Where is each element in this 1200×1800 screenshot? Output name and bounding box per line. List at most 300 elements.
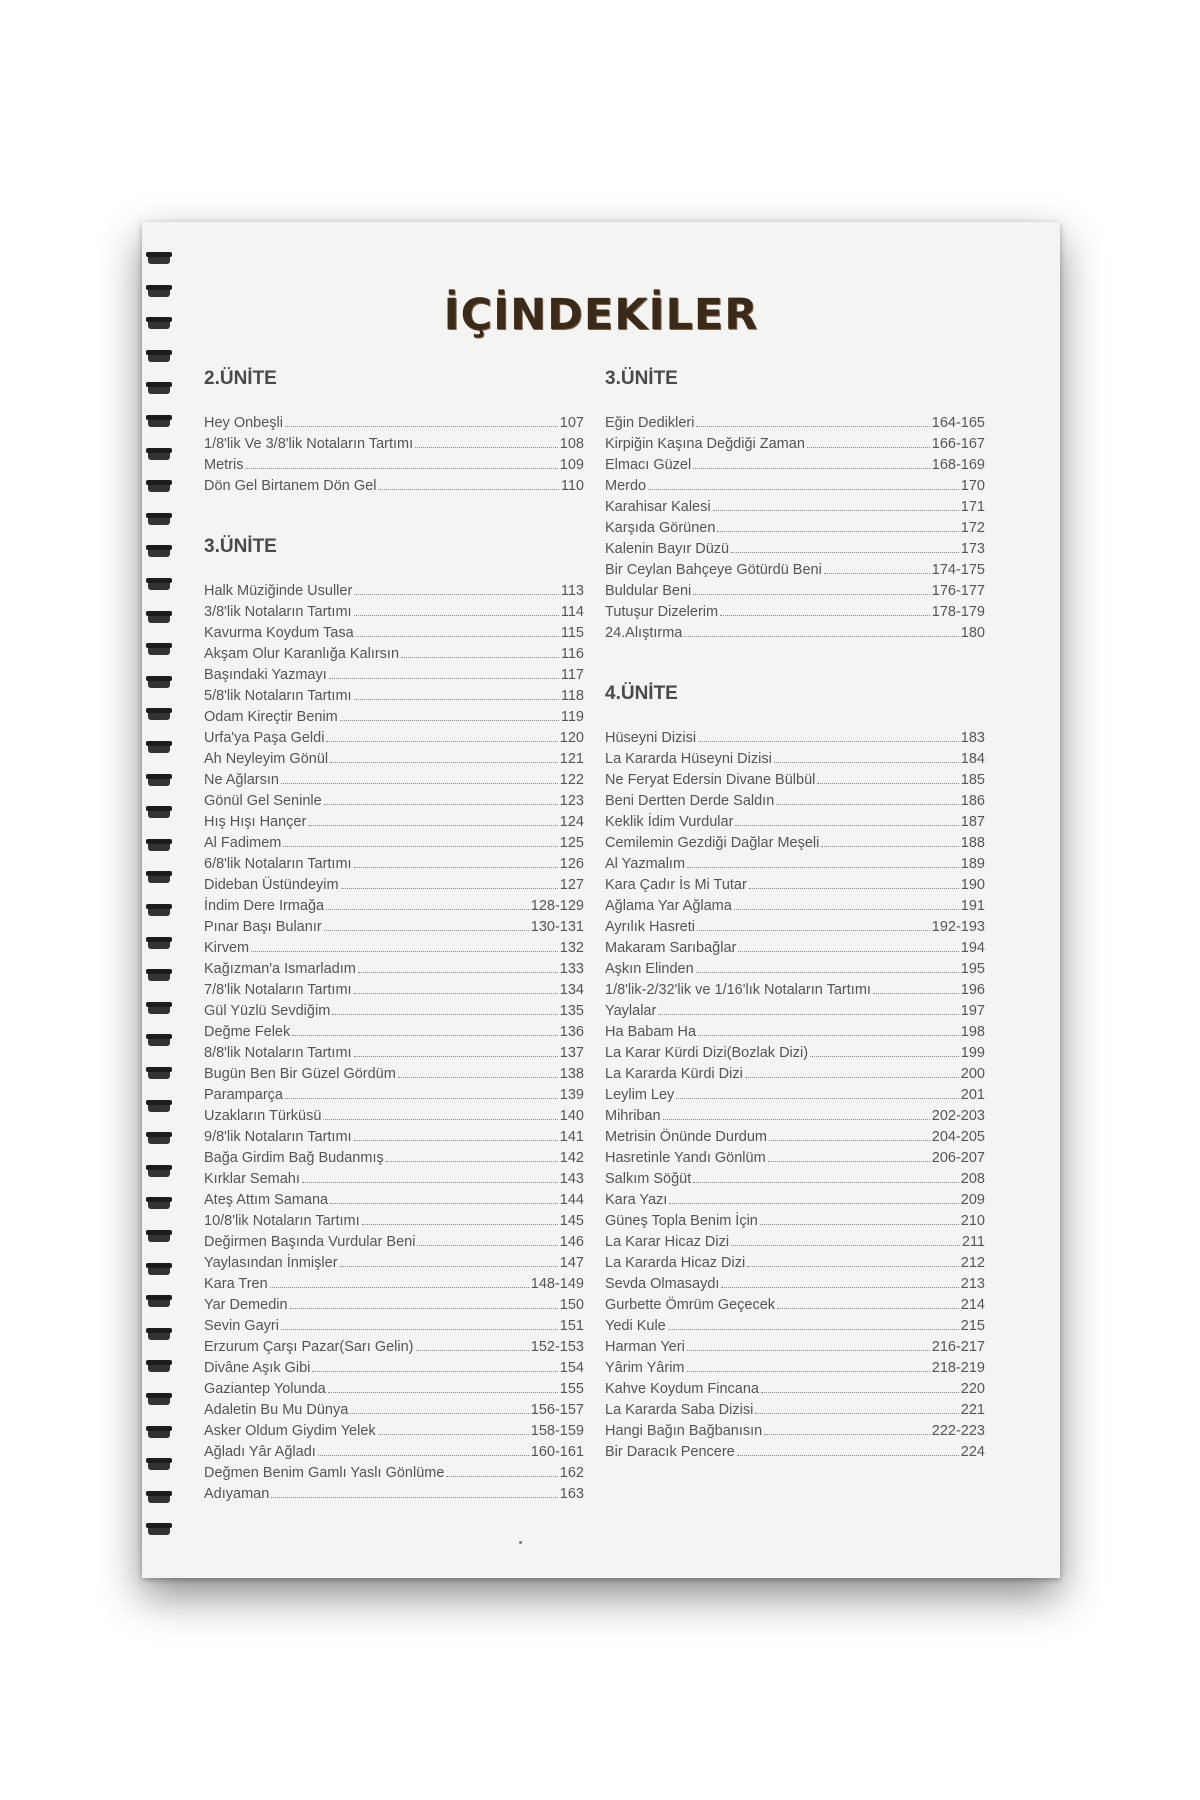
toc-entry bbox=[204, 814, 584, 835]
spiral-coil bbox=[146, 1132, 172, 1145]
toc-entry-title: Eğin Dedikleri bbox=[605, 415, 695, 431]
toc-entry bbox=[204, 835, 584, 856]
dot-leader bbox=[362, 1213, 558, 1225]
dot-leader bbox=[324, 793, 558, 805]
dot-leader bbox=[398, 1066, 558, 1078]
toc-entry-title: Asker Oldum Giydim Yelek bbox=[204, 1423, 376, 1439]
toc-entry-page: 114 bbox=[560, 604, 584, 620]
dot-leader bbox=[417, 1234, 557, 1246]
dot-leader bbox=[734, 898, 959, 910]
toc-entry bbox=[605, 520, 985, 541]
toc-entry-page: 183 bbox=[960, 730, 985, 746]
dot-leader bbox=[684, 625, 958, 637]
spiral-coil bbox=[146, 1295, 172, 1308]
toc-entry-page: 178-179 bbox=[931, 604, 985, 620]
dot-leader bbox=[251, 940, 558, 952]
toc-entry-page: 143 bbox=[559, 1171, 584, 1187]
dot-leader bbox=[768, 1150, 930, 1162]
unit-heading: 3.ÜNİTE bbox=[204, 536, 277, 557]
toc-entry bbox=[204, 1045, 584, 1066]
toc-entry-title: Değme Felek bbox=[204, 1024, 291, 1040]
toc-entry-page: 123 bbox=[559, 793, 584, 809]
toc-entry-page: 196 bbox=[960, 982, 985, 998]
toc-entry bbox=[605, 1171, 985, 1192]
toc-entry bbox=[204, 877, 584, 898]
unit-heading: 3.ÜNİTE bbox=[605, 368, 678, 389]
toc-entry bbox=[605, 1024, 985, 1045]
toc-entry-title: Kalenin Bayır Düzü bbox=[605, 541, 730, 557]
toc-entry-title: Ağladı Yâr Ağladı bbox=[204, 1444, 316, 1460]
toc-entry bbox=[204, 1003, 584, 1024]
toc-entry bbox=[204, 730, 584, 751]
spiral-coil bbox=[146, 806, 172, 819]
toc-entry-title: Merdo bbox=[605, 478, 647, 494]
toc-entry-page: 136 bbox=[559, 1024, 584, 1040]
dot-leader bbox=[687, 1360, 930, 1372]
toc-entry-title: Sevin Gayri bbox=[204, 1318, 279, 1334]
toc-entry-page: 204-205 bbox=[931, 1129, 985, 1145]
toc-entry bbox=[605, 1402, 985, 1423]
toc-entry-page: 156-157 bbox=[530, 1402, 584, 1418]
toc-entry-title: Erzurum Çarşı Pazar(Sarı Gelin) bbox=[204, 1339, 414, 1355]
toc-entry-title: 6/8'lik Notaların Tartımı bbox=[204, 856, 352, 872]
dot-leader bbox=[696, 415, 929, 427]
toc-entry-title: Sevda Olmasaydı bbox=[605, 1276, 720, 1292]
dot-leader bbox=[281, 1318, 558, 1330]
dot-leader bbox=[693, 457, 930, 469]
toc-entry-page: 109 bbox=[559, 457, 584, 473]
toc-entry-page: 222-223 bbox=[931, 1423, 985, 1439]
toc-entry-page: 180 bbox=[960, 625, 985, 641]
toc-entry bbox=[204, 982, 584, 1003]
toc-entry-page: 221 bbox=[960, 1402, 985, 1418]
toc-entry-page: 185 bbox=[960, 772, 985, 788]
dot-leader bbox=[378, 1423, 529, 1435]
toc-entry-page: 171 bbox=[960, 499, 985, 515]
dot-leader bbox=[720, 604, 930, 616]
spiral-coil bbox=[146, 1263, 172, 1276]
spiral-coil bbox=[146, 1360, 172, 1373]
dot-leader bbox=[760, 1213, 959, 1225]
toc-entry bbox=[204, 751, 584, 772]
toc-entry bbox=[204, 1444, 584, 1465]
toc-entry-page: 135 bbox=[559, 1003, 584, 1019]
toc-entry-title: Mihriban bbox=[605, 1108, 661, 1124]
spiral-coil bbox=[146, 382, 172, 395]
toc-entry-page: 128-129 bbox=[530, 898, 584, 914]
dot-leader bbox=[769, 1129, 930, 1141]
toc-entry bbox=[605, 835, 985, 856]
toc-entry-title: 9/8'lik Notaların Tartımı bbox=[204, 1129, 352, 1145]
toc-entry bbox=[204, 961, 584, 982]
toc-entry bbox=[204, 1150, 584, 1171]
dot-leader bbox=[668, 1318, 959, 1330]
toc-entry-page: 172 bbox=[960, 520, 985, 536]
dot-leader bbox=[663, 1108, 930, 1120]
spiral-coil bbox=[146, 545, 172, 558]
dot-leader bbox=[731, 1234, 960, 1246]
spiral-coil bbox=[146, 676, 172, 689]
toc-entry-page: 115 bbox=[560, 625, 584, 641]
toc-entry bbox=[605, 583, 985, 604]
toc-entry-title: Uzakların Türküsü bbox=[204, 1108, 322, 1124]
dot-leader bbox=[687, 856, 959, 868]
dot-leader bbox=[817, 772, 958, 784]
toc-entry bbox=[204, 856, 584, 877]
toc-entry bbox=[204, 898, 584, 919]
toc-entry bbox=[204, 1066, 584, 1087]
toc-entry bbox=[605, 1360, 985, 1381]
toc-entry bbox=[605, 1213, 985, 1234]
toc-entry bbox=[605, 1087, 985, 1108]
toc-entry-title: Beni Dertten Derde Saldın bbox=[605, 793, 775, 809]
toc-entry-title: Ne Ağlarsın bbox=[204, 772, 279, 788]
page-title: İÇİNDEKİLER bbox=[443, 290, 759, 340]
toc-entry bbox=[605, 1444, 985, 1465]
spiral-coil bbox=[146, 904, 172, 917]
spiral-coil bbox=[146, 708, 172, 721]
toc-entry-page: 162 bbox=[559, 1465, 584, 1481]
toc-entry-title: Yârim Yârim bbox=[605, 1360, 685, 1376]
dot-leader bbox=[698, 730, 959, 742]
toc-entry-title: Adıyaman bbox=[204, 1486, 270, 1502]
toc-entry bbox=[605, 1423, 985, 1444]
toc-entry-page: 173 bbox=[960, 541, 985, 557]
spiral-coil bbox=[146, 252, 172, 265]
dot-leader bbox=[824, 562, 930, 574]
toc-entry bbox=[605, 1129, 985, 1150]
dot-leader bbox=[356, 625, 559, 637]
toc-entry bbox=[204, 1024, 584, 1045]
dot-leader bbox=[693, 1171, 959, 1183]
spiral-coil bbox=[146, 871, 172, 884]
toc-entry-page: 188 bbox=[960, 835, 985, 851]
toc-entry bbox=[605, 1339, 985, 1360]
toc-entry-title: Gurbette Ömrüm Geçecek bbox=[605, 1297, 776, 1313]
dot-leader bbox=[326, 898, 529, 910]
spiral-coil bbox=[146, 1328, 172, 1341]
toc-entry bbox=[204, 1318, 584, 1339]
dot-leader bbox=[774, 751, 959, 763]
toc-entry bbox=[605, 478, 985, 499]
toc-entry-page: 122 bbox=[559, 772, 584, 788]
toc-entry bbox=[204, 1297, 584, 1318]
toc-entry-title: Kavurma Koydum Tasa bbox=[204, 625, 354, 641]
dot-leader bbox=[358, 961, 558, 973]
toc-entry-title: İndim Dere Irmağa bbox=[204, 898, 325, 914]
toc-entry-page: 133 bbox=[559, 961, 584, 977]
toc-entry-title: Kağızman'a Ismarladım bbox=[204, 961, 356, 977]
toc-entry-title: La Kararda Saba Dizisi bbox=[605, 1402, 754, 1418]
toc-entry-page: 212 bbox=[960, 1255, 985, 1271]
toc-entry-page: 208 bbox=[960, 1171, 985, 1187]
toc-entry-page: 130-131 bbox=[530, 919, 584, 935]
toc-entry-title: Metris bbox=[204, 457, 244, 473]
dot-leader bbox=[446, 1465, 557, 1477]
dot-leader bbox=[281, 772, 558, 784]
toc-entry bbox=[605, 562, 985, 583]
dot-leader bbox=[270, 1276, 529, 1288]
dot-leader bbox=[354, 1045, 558, 1057]
toc-entry-page: 146 bbox=[559, 1234, 584, 1250]
toc-entry bbox=[204, 667, 584, 688]
toc-entry bbox=[204, 919, 584, 940]
toc-entry-page: 224 bbox=[960, 1444, 985, 1460]
dot-leader bbox=[245, 457, 557, 469]
dot-leader bbox=[669, 1192, 958, 1204]
toc-entry-page: 211 bbox=[961, 1234, 985, 1250]
toc-entry bbox=[204, 1423, 584, 1444]
toc-entry bbox=[605, 940, 985, 961]
spiral-coil bbox=[146, 480, 172, 493]
spiral-coil bbox=[146, 578, 172, 591]
spiral-coil bbox=[146, 839, 172, 852]
dot-leader bbox=[350, 1402, 529, 1414]
toc-entry-title: Gül Yüzlü Sevdiğim bbox=[204, 1003, 331, 1019]
toc-entry-title: Kırklar Semahı bbox=[204, 1171, 300, 1187]
toc-entry-title: Yaylalar bbox=[605, 1003, 657, 1019]
toc-entry-page: 200 bbox=[960, 1066, 985, 1082]
dot-leader bbox=[415, 436, 558, 448]
toc-entry-title: Hey Onbeşli bbox=[204, 415, 283, 431]
toc-entry-title: Paramparça bbox=[204, 1087, 283, 1103]
toc-entry bbox=[204, 478, 584, 499]
toc-entry-page: 107 bbox=[559, 415, 584, 431]
toc-entry-page: 145 bbox=[559, 1213, 584, 1229]
toc-entry-page: 120 bbox=[559, 730, 584, 746]
toc-entry bbox=[605, 1045, 985, 1066]
toc-entry-title: Hangi Bağın Bağbanısın bbox=[605, 1423, 763, 1439]
dot-leader bbox=[354, 856, 558, 868]
dot-leader bbox=[354, 1129, 558, 1141]
toc-entry-page: 142 bbox=[559, 1150, 584, 1166]
spiral-coil bbox=[146, 1230, 172, 1243]
toc-entry-page: 138 bbox=[559, 1066, 584, 1082]
toc-entry-page: 194 bbox=[960, 940, 985, 956]
toc-entry bbox=[204, 604, 584, 625]
toc-entry-title: La Karar Hicaz Dizi bbox=[605, 1234, 730, 1250]
dot-leader bbox=[764, 1423, 930, 1435]
toc-entry-title: 8/8'lik Notaların Tartımı bbox=[204, 1045, 352, 1061]
dot-leader bbox=[329, 667, 559, 679]
toc-entry-title: Makaram Sarıbağlar bbox=[605, 940, 737, 956]
dot-leader bbox=[777, 1297, 959, 1309]
dot-leader bbox=[354, 583, 559, 595]
toc-entry-title: Odam Kireçtir Benim bbox=[204, 709, 338, 725]
notebook-page bbox=[142, 222, 1060, 1578]
dot-leader bbox=[324, 919, 529, 931]
toc-entry-page: 195 bbox=[960, 961, 985, 977]
toc-entry-page: 216-217 bbox=[931, 1339, 985, 1355]
toc-entry-title: Cemilemin Gezdiği Dağlar Meşeli bbox=[605, 835, 820, 851]
toc-entry-title: Hış Hışı Hançer bbox=[204, 814, 307, 830]
toc-entry-title: Al Fadimem bbox=[204, 835, 282, 851]
toc-entry-title: Dön Gel Birtanem Dön Gel bbox=[204, 478, 377, 494]
toc-entry-title: Ateş Attım Samana bbox=[204, 1192, 329, 1208]
toc-entry-page: 213 bbox=[960, 1276, 985, 1292]
toc-entry-page: 121 bbox=[559, 751, 584, 767]
spiral-coil bbox=[146, 1100, 172, 1113]
dot-leader bbox=[308, 814, 557, 826]
toc-entry-title: Metrisin Önünde Durdum bbox=[605, 1129, 767, 1145]
toc-entry-page: 141 bbox=[559, 1129, 584, 1145]
toc-entry-title: 24.Alıştırma bbox=[605, 625, 683, 641]
toc-entry bbox=[605, 751, 985, 772]
dot-leader bbox=[676, 1087, 958, 1099]
toc-entry-title: Değmen Benim Gamlı Yaslı Gönlüme bbox=[204, 1465, 445, 1481]
spiral-coil bbox=[146, 937, 172, 950]
dot-leader bbox=[416, 1339, 529, 1351]
dot-leader bbox=[386, 1150, 558, 1162]
toc-entry-title: Al Yazmalım bbox=[605, 856, 686, 872]
dot-leader bbox=[401, 646, 559, 658]
toc-entry bbox=[204, 415, 584, 436]
spiral-coil bbox=[146, 741, 172, 754]
unit-spacer bbox=[605, 646, 985, 682]
toc-entry-title: La Kararda Hicaz Dizi bbox=[605, 1255, 746, 1271]
dot-leader bbox=[330, 751, 558, 763]
dot-leader bbox=[285, 415, 558, 427]
toc-entry bbox=[605, 1297, 985, 1318]
spiral-coil bbox=[146, 1002, 172, 1015]
toc-entry bbox=[605, 730, 985, 751]
spiral-coil bbox=[146, 1393, 172, 1406]
dot-leader bbox=[747, 1255, 959, 1267]
toc-entry bbox=[605, 919, 985, 940]
dot-leader bbox=[755, 1402, 958, 1414]
toc-entry bbox=[204, 1360, 584, 1381]
toc-entry-page: 139 bbox=[559, 1087, 584, 1103]
spiral-coil bbox=[146, 774, 172, 787]
dot-leader bbox=[290, 1297, 558, 1309]
toc-entry-page: 126 bbox=[559, 856, 584, 872]
toc-entry-page: 147 bbox=[559, 1255, 584, 1271]
dot-leader bbox=[312, 1360, 557, 1372]
toc-entry-page: 108 bbox=[559, 436, 584, 452]
dot-leader bbox=[354, 982, 558, 994]
toc-entry bbox=[605, 961, 985, 982]
toc-entry-page: 154 bbox=[559, 1360, 584, 1376]
toc-entry-page: 168-169 bbox=[931, 457, 985, 473]
dot-leader bbox=[328, 1381, 558, 1393]
dot-leader bbox=[761, 1381, 959, 1393]
toc-entry bbox=[204, 1087, 584, 1108]
toc-entry bbox=[204, 625, 584, 646]
toc-entry-title: Hüseyni Dizisi bbox=[605, 730, 697, 746]
dot-leader bbox=[687, 1339, 930, 1351]
dot-leader bbox=[340, 1255, 558, 1267]
toc-entry-title: Karahisar Kalesi bbox=[605, 499, 711, 515]
toc-entry-title: La Kararda Hüseyni Dizisi bbox=[605, 751, 772, 767]
toc-entry bbox=[204, 772, 584, 793]
toc-entry-title: Bir Ceylan Bahçeye Götürdü Beni bbox=[605, 562, 822, 578]
dot-leader bbox=[745, 1066, 959, 1078]
toc-entry bbox=[605, 814, 985, 835]
spiral-binding bbox=[146, 252, 174, 1572]
toc-entry-title: Keklik İdim Vurdular bbox=[605, 814, 734, 830]
toc-entry-title: Ne Feryat Edersin Divane Bülbül bbox=[605, 772, 816, 788]
toc-entry-title: Hasretinle Yandı Gönlüm bbox=[605, 1150, 766, 1166]
toc-entry-title: Gönül Gel Seninle bbox=[204, 793, 322, 809]
toc-entry-page: 137 bbox=[559, 1045, 584, 1061]
dot-leader bbox=[378, 478, 558, 490]
toc-entry bbox=[605, 1108, 985, 1129]
toc-entry bbox=[605, 1003, 985, 1024]
toc-entry-page: 214 bbox=[960, 1297, 985, 1313]
toc-entry-page: 215 bbox=[960, 1318, 985, 1334]
toc-entry-page: 148-149 bbox=[530, 1276, 584, 1292]
toc-entry bbox=[605, 1255, 985, 1276]
toc-entry-page: 155 bbox=[559, 1381, 584, 1397]
dot-leader bbox=[323, 1108, 557, 1120]
toc-entry-page: 202-203 bbox=[931, 1108, 985, 1124]
toc-entry-title: 7/8'lik Notaların Tartımı bbox=[204, 982, 352, 998]
unit-heading: 2.ÜNİTE bbox=[204, 368, 277, 389]
toc-entry-title: Değirmen Başında Vurdular Beni bbox=[204, 1234, 416, 1250]
spiral-coil bbox=[146, 969, 172, 982]
toc-entry-page: 124 bbox=[559, 814, 584, 830]
dot-leader bbox=[271, 1486, 558, 1498]
dot-leader bbox=[807, 436, 930, 448]
spiral-coil bbox=[146, 1426, 172, 1439]
spiral-coil bbox=[146, 1491, 172, 1504]
dot-leader bbox=[776, 793, 959, 805]
toc-entry-title: Yaylasından İnmişler bbox=[204, 1255, 338, 1271]
toc-entry-title: 5/8'lik Notaların Tartımı bbox=[204, 688, 352, 704]
toc-entry bbox=[204, 1234, 584, 1255]
toc-entry bbox=[204, 1192, 584, 1213]
toc-entry-title: Leylim Ley bbox=[605, 1087, 675, 1103]
toc-entry bbox=[204, 1255, 584, 1276]
spiral-coil bbox=[146, 448, 172, 461]
toc-entry-page: 164-165 bbox=[931, 415, 985, 431]
spiral-coil bbox=[146, 513, 172, 526]
toc-entry bbox=[605, 982, 985, 1003]
toc-entry bbox=[605, 793, 985, 814]
toc-entry-title: Ağlama Yar Ağlama bbox=[605, 898, 732, 914]
toc-entry bbox=[605, 604, 985, 625]
toc-entry-title: Kirvem bbox=[204, 940, 250, 956]
toc-entry-page: 184 bbox=[960, 751, 985, 767]
toc-entry bbox=[204, 709, 584, 730]
toc-entry-page: 187 bbox=[960, 814, 985, 830]
toc-entry-title: La Karar Kürdi Dizi(Bozlak Dizi) bbox=[605, 1045, 809, 1061]
toc-entry-title: Dideban Üstündeyim bbox=[204, 877, 339, 893]
toc-entry-title: 1/8'lik-2/32'lik ve 1/16'lık Notaların Tartımı bbox=[605, 982, 871, 998]
spiral-coil bbox=[146, 1523, 172, 1536]
unit-heading: 4.ÜNİTE bbox=[605, 683, 678, 704]
toc-entry-title: Akşam Olur Karanlığa Kalırsın bbox=[204, 646, 400, 662]
toc-entry-page: 192-193 bbox=[931, 919, 985, 935]
toc-entry-title: Bugün Ben Bir Güzel Gördüm bbox=[204, 1066, 396, 1082]
toc-entry-page: 170 bbox=[960, 478, 985, 494]
toc-entry-page: 158-159 bbox=[530, 1423, 584, 1439]
toc-entry-page: 190 bbox=[960, 877, 985, 893]
toc-entry-page: 198 bbox=[960, 1024, 985, 1040]
toc-entry bbox=[204, 1213, 584, 1234]
toc-entry bbox=[204, 688, 584, 709]
toc-entry-title: Salkım Söğüt bbox=[605, 1171, 692, 1187]
toc-entry-page: 118 bbox=[560, 688, 584, 704]
spiral-coil bbox=[146, 1458, 172, 1471]
toc-entry-page: 150 bbox=[559, 1297, 584, 1313]
toc-entry-page: 151 bbox=[559, 1318, 584, 1334]
toc-entry bbox=[605, 415, 985, 436]
dot-leader bbox=[810, 1045, 959, 1057]
toc-entry-title: Pınar Başı Bulanır bbox=[204, 919, 322, 935]
toc-entry bbox=[204, 646, 584, 667]
toc-entry bbox=[204, 1402, 584, 1423]
